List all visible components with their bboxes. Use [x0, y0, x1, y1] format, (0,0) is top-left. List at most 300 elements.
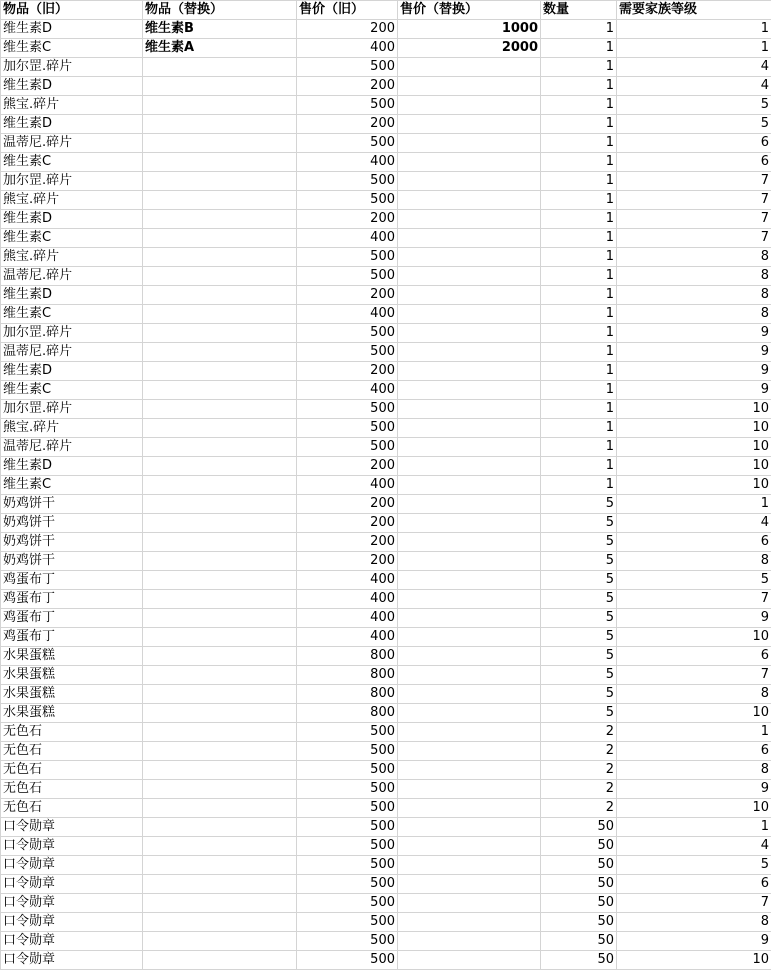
- cell-family-level[interactable]: 7: [617, 666, 771, 685]
- cell-item-old[interactable]: 口令勋章: [1, 856, 143, 875]
- cell-price-old[interactable]: 400: [297, 39, 398, 58]
- cell-family-level[interactable]: 9: [617, 780, 771, 799]
- cell-family-level[interactable]: 10: [617, 457, 771, 476]
- cell-price-replace[interactable]: [398, 229, 541, 248]
- cell-price-old[interactable]: 500: [297, 761, 398, 780]
- cell-price-old[interactable]: 500: [297, 248, 398, 267]
- cell-quantity[interactable]: 2: [541, 780, 617, 799]
- cell-quantity[interactable]: 1: [541, 229, 617, 248]
- cell-item-old[interactable]: 维生素D: [1, 457, 143, 476]
- cell-item-old[interactable]: 奶鸡饼干: [1, 495, 143, 514]
- cell-item-old[interactable]: 加尔罡.碎片: [1, 58, 143, 77]
- cell-item-replace[interactable]: [143, 362, 297, 381]
- cell-item-replace[interactable]: [143, 856, 297, 875]
- cell-item-replace[interactable]: [143, 476, 297, 495]
- header-cell-price-old[interactable]: 售价（旧）: [297, 1, 398, 20]
- cell-price-old[interactable]: 500: [297, 856, 398, 875]
- cell-price-old[interactable]: 200: [297, 20, 398, 39]
- cell-item-old[interactable]: 维生素D: [1, 362, 143, 381]
- cell-price-old[interactable]: 400: [297, 229, 398, 248]
- cell-item-replace[interactable]: [143, 495, 297, 514]
- cell-item-replace[interactable]: [143, 286, 297, 305]
- cell-item-replace[interactable]: [143, 419, 297, 438]
- cell-item-old[interactable]: 口令勋章: [1, 894, 143, 913]
- cell-family-level[interactable]: 7: [617, 590, 771, 609]
- cell-quantity[interactable]: 1: [541, 58, 617, 77]
- cell-family-level[interactable]: 1: [617, 818, 771, 837]
- cell-item-replace[interactable]: [143, 438, 297, 457]
- cell-family-level[interactable]: 10: [617, 704, 771, 723]
- cell-price-old[interactable]: 500: [297, 799, 398, 818]
- cell-item-replace[interactable]: [143, 552, 297, 571]
- cell-quantity[interactable]: 1: [541, 438, 617, 457]
- cell-item-replace[interactable]: [143, 514, 297, 533]
- cell-item-replace[interactable]: 维生素B: [143, 20, 297, 39]
- cell-price-old[interactable]: 500: [297, 324, 398, 343]
- cell-price-old[interactable]: 500: [297, 58, 398, 77]
- cell-quantity[interactable]: 1: [541, 343, 617, 362]
- cell-price-replace[interactable]: [398, 932, 541, 951]
- cell-family-level[interactable]: 6: [617, 153, 771, 172]
- cell-price-replace[interactable]: [398, 856, 541, 875]
- cell-price-old[interactable]: 400: [297, 381, 398, 400]
- cell-item-old[interactable]: 水果蛋糕: [1, 666, 143, 685]
- cell-price-replace[interactable]: [398, 400, 541, 419]
- cell-quantity[interactable]: 5: [541, 628, 617, 647]
- cell-item-replace[interactable]: [143, 172, 297, 191]
- cell-quantity[interactable]: 1: [541, 96, 617, 115]
- cell-price-old[interactable]: 500: [297, 172, 398, 191]
- header-cell-item-old[interactable]: 物品（旧）: [1, 1, 143, 20]
- cell-item-old[interactable]: 奶鸡饼干: [1, 533, 143, 552]
- cell-family-level[interactable]: 5: [617, 856, 771, 875]
- cell-family-level[interactable]: 9: [617, 324, 771, 343]
- cell-family-level[interactable]: 7: [617, 191, 771, 210]
- cell-item-old[interactable]: 维生素D: [1, 286, 143, 305]
- cell-quantity[interactable]: 5: [541, 590, 617, 609]
- cell-quantity[interactable]: 1: [541, 39, 617, 58]
- cell-family-level[interactable]: 7: [617, 229, 771, 248]
- cell-price-old[interactable]: 500: [297, 742, 398, 761]
- cell-price-old[interactable]: 500: [297, 913, 398, 932]
- cell-item-old[interactable]: 奶鸡饼干: [1, 552, 143, 571]
- cell-family-level[interactable]: 7: [617, 894, 771, 913]
- cell-item-replace[interactable]: [143, 457, 297, 476]
- cell-item-old[interactable]: 维生素D: [1, 77, 143, 96]
- cell-item-old[interactable]: 温蒂尼.碎片: [1, 267, 143, 286]
- cell-price-replace[interactable]: [398, 837, 541, 856]
- cell-item-old[interactable]: 维生素D: [1, 115, 143, 134]
- cell-price-old[interactable]: 800: [297, 704, 398, 723]
- cell-item-old[interactable]: 维生素C: [1, 381, 143, 400]
- cell-item-replace[interactable]: [143, 58, 297, 77]
- cell-price-replace[interactable]: [398, 628, 541, 647]
- cell-item-replace[interactable]: [143, 723, 297, 742]
- cell-quantity[interactable]: 50: [541, 818, 617, 837]
- cell-family-level[interactable]: 10: [617, 419, 771, 438]
- cell-item-replace[interactable]: [143, 96, 297, 115]
- cell-item-replace[interactable]: [143, 267, 297, 286]
- cell-price-old[interactable]: 200: [297, 210, 398, 229]
- cell-item-replace[interactable]: [143, 818, 297, 837]
- cell-item-old[interactable]: 维生素D: [1, 20, 143, 39]
- cell-price-replace[interactable]: [398, 438, 541, 457]
- cell-family-level[interactable]: 5: [617, 115, 771, 134]
- cell-quantity[interactable]: 50: [541, 875, 617, 894]
- cell-quantity[interactable]: 1: [541, 115, 617, 134]
- cell-item-replace[interactable]: [143, 666, 297, 685]
- cell-family-level[interactable]: 10: [617, 628, 771, 647]
- cell-item-replace[interactable]: [143, 932, 297, 951]
- cell-price-replace[interactable]: [398, 951, 541, 970]
- cell-family-level[interactable]: 5: [617, 96, 771, 115]
- cell-quantity[interactable]: 1: [541, 267, 617, 286]
- cell-item-replace[interactable]: [143, 210, 297, 229]
- cell-price-replace[interactable]: [398, 894, 541, 913]
- cell-item-old[interactable]: 无色石: [1, 742, 143, 761]
- cell-price-replace[interactable]: [398, 115, 541, 134]
- cell-family-level[interactable]: 1: [617, 20, 771, 39]
- cell-price-replace[interactable]: [398, 514, 541, 533]
- cell-family-level[interactable]: 8: [617, 267, 771, 286]
- cell-item-old[interactable]: 口令勋章: [1, 951, 143, 970]
- cell-family-level[interactable]: 1: [617, 39, 771, 58]
- cell-family-level[interactable]: 6: [617, 742, 771, 761]
- cell-item-replace[interactable]: [143, 913, 297, 932]
- cell-quantity[interactable]: 1: [541, 77, 617, 96]
- cell-quantity[interactable]: 1: [541, 400, 617, 419]
- cell-item-replace[interactable]: [143, 77, 297, 96]
- cell-price-old[interactable]: 200: [297, 514, 398, 533]
- cell-quantity[interactable]: 1: [541, 134, 617, 153]
- cell-price-replace[interactable]: [398, 533, 541, 552]
- cell-price-old[interactable]: 200: [297, 362, 398, 381]
- cell-family-level[interactable]: 4: [617, 514, 771, 533]
- cell-item-replace[interactable]: [143, 875, 297, 894]
- cell-price-old[interactable]: 500: [297, 780, 398, 799]
- cell-price-old[interactable]: 800: [297, 685, 398, 704]
- cell-item-old[interactable]: 水果蛋糕: [1, 685, 143, 704]
- cell-price-replace[interactable]: [398, 647, 541, 666]
- cell-price-old[interactable]: 400: [297, 628, 398, 647]
- cell-item-old[interactable]: 加尔罡.碎片: [1, 400, 143, 419]
- cell-quantity[interactable]: 1: [541, 286, 617, 305]
- cell-price-old[interactable]: 500: [297, 723, 398, 742]
- cell-price-old[interactable]: 500: [297, 875, 398, 894]
- cell-quantity[interactable]: 5: [541, 685, 617, 704]
- cell-price-replace[interactable]: [398, 58, 541, 77]
- cell-item-old[interactable]: 维生素C: [1, 153, 143, 172]
- cell-item-old[interactable]: 口令勋章: [1, 837, 143, 856]
- cell-price-replace[interactable]: 2000: [398, 39, 541, 58]
- cell-quantity[interactable]: 1: [541, 191, 617, 210]
- cell-price-replace[interactable]: [398, 381, 541, 400]
- cell-quantity[interactable]: 5: [541, 552, 617, 571]
- cell-price-replace[interactable]: [398, 761, 541, 780]
- cell-family-level[interactable]: 5: [617, 571, 771, 590]
- cell-item-old[interactable]: 温蒂尼.碎片: [1, 438, 143, 457]
- cell-item-old[interactable]: 维生素C: [1, 229, 143, 248]
- cell-price-old[interactable]: 500: [297, 438, 398, 457]
- cell-price-old[interactable]: 200: [297, 495, 398, 514]
- cell-item-replace[interactable]: [143, 742, 297, 761]
- cell-quantity[interactable]: 1: [541, 153, 617, 172]
- cell-item-replace[interactable]: [143, 647, 297, 666]
- cell-family-level[interactable]: 6: [617, 134, 771, 153]
- cell-price-old[interactable]: 200: [297, 457, 398, 476]
- cell-price-old[interactable]: 500: [297, 818, 398, 837]
- cell-family-level[interactable]: 6: [617, 533, 771, 552]
- cell-item-old[interactable]: 奶鸡饼干: [1, 514, 143, 533]
- cell-price-replace[interactable]: [398, 609, 541, 628]
- cell-quantity[interactable]: 50: [541, 894, 617, 913]
- cell-family-level[interactable]: 9: [617, 932, 771, 951]
- cell-item-old[interactable]: 鸡蛋布丁: [1, 571, 143, 590]
- cell-family-level[interactable]: 10: [617, 476, 771, 495]
- cell-price-replace[interactable]: [398, 191, 541, 210]
- cell-item-replace[interactable]: [143, 609, 297, 628]
- cell-price-replace[interactable]: [398, 457, 541, 476]
- cell-quantity[interactable]: 2: [541, 742, 617, 761]
- cell-item-replace[interactable]: [143, 780, 297, 799]
- cell-item-old[interactable]: 无色石: [1, 761, 143, 780]
- cell-price-replace[interactable]: [398, 77, 541, 96]
- cell-price-old[interactable]: 200: [297, 115, 398, 134]
- cell-price-replace[interactable]: [398, 153, 541, 172]
- cell-item-replace[interactable]: [143, 704, 297, 723]
- cell-family-level[interactable]: 10: [617, 438, 771, 457]
- cell-quantity[interactable]: 1: [541, 172, 617, 191]
- cell-quantity[interactable]: 1: [541, 324, 617, 343]
- cell-family-level[interactable]: 8: [617, 286, 771, 305]
- cell-item-replace[interactable]: [143, 400, 297, 419]
- cell-price-replace[interactable]: [398, 286, 541, 305]
- cell-item-old[interactable]: 熊宝.碎片: [1, 191, 143, 210]
- cell-price-replace[interactable]: [398, 134, 541, 153]
- header-cell-family-level[interactable]: 需要家族等级: [617, 1, 771, 20]
- cell-quantity[interactable]: 1: [541, 305, 617, 324]
- cell-family-level[interactable]: 6: [617, 647, 771, 666]
- cell-price-old[interactable]: 500: [297, 400, 398, 419]
- cell-price-replace[interactable]: [398, 875, 541, 894]
- cell-item-old[interactable]: 水果蛋糕: [1, 704, 143, 723]
- cell-price-replace[interactable]: [398, 343, 541, 362]
- cell-family-level[interactable]: 8: [617, 552, 771, 571]
- cell-price-old[interactable]: 200: [297, 286, 398, 305]
- cell-item-old[interactable]: 温蒂尼.碎片: [1, 343, 143, 362]
- cell-item-old[interactable]: 鸡蛋布丁: [1, 628, 143, 647]
- cell-item-old[interactable]: 口令勋章: [1, 932, 143, 951]
- cell-family-level[interactable]: 1: [617, 723, 771, 742]
- cell-family-level[interactable]: 8: [617, 248, 771, 267]
- cell-quantity[interactable]: 5: [541, 571, 617, 590]
- cell-item-old[interactable]: 无色石: [1, 780, 143, 799]
- cell-item-replace[interactable]: [143, 837, 297, 856]
- cell-family-level[interactable]: 8: [617, 685, 771, 704]
- cell-item-replace[interactable]: [143, 229, 297, 248]
- cell-family-level[interactable]: 10: [617, 400, 771, 419]
- cell-price-old[interactable]: 500: [297, 343, 398, 362]
- cell-quantity[interactable]: 2: [541, 761, 617, 780]
- cell-item-replace[interactable]: [143, 799, 297, 818]
- cell-item-old[interactable]: 维生素C: [1, 476, 143, 495]
- cell-quantity[interactable]: 50: [541, 951, 617, 970]
- cell-family-level[interactable]: 4: [617, 58, 771, 77]
- cell-price-replace[interactable]: [398, 704, 541, 723]
- cell-item-old[interactable]: 无色石: [1, 799, 143, 818]
- cell-item-old[interactable]: 维生素D: [1, 210, 143, 229]
- cell-item-old[interactable]: 熊宝.碎片: [1, 96, 143, 115]
- cell-price-old[interactable]: 500: [297, 419, 398, 438]
- cell-price-old[interactable]: 400: [297, 571, 398, 590]
- cell-price-replace[interactable]: [398, 913, 541, 932]
- cell-price-replace[interactable]: [398, 666, 541, 685]
- cell-item-replace[interactable]: [143, 343, 297, 362]
- cell-quantity[interactable]: 1: [541, 248, 617, 267]
- cell-quantity[interactable]: 1: [541, 362, 617, 381]
- cell-item-old[interactable]: 维生素C: [1, 305, 143, 324]
- cell-item-replace[interactable]: [143, 153, 297, 172]
- cell-quantity[interactable]: 1: [541, 381, 617, 400]
- cell-price-old[interactable]: 400: [297, 609, 398, 628]
- cell-quantity[interactable]: 1: [541, 476, 617, 495]
- cell-item-old[interactable]: 加尔罡.碎片: [1, 324, 143, 343]
- cell-quantity[interactable]: 5: [541, 514, 617, 533]
- cell-price-replace[interactable]: [398, 419, 541, 438]
- cell-price-replace[interactable]: [398, 723, 541, 742]
- cell-quantity[interactable]: 5: [541, 647, 617, 666]
- cell-quantity[interactable]: 50: [541, 932, 617, 951]
- cell-price-old[interactable]: 500: [297, 96, 398, 115]
- cell-price-replace[interactable]: [398, 362, 541, 381]
- cell-item-old[interactable]: 口令勋章: [1, 875, 143, 894]
- cell-family-level[interactable]: 7: [617, 172, 771, 191]
- cell-family-level[interactable]: 9: [617, 362, 771, 381]
- cell-quantity[interactable]: 5: [541, 495, 617, 514]
- cell-price-old[interactable]: 400: [297, 305, 398, 324]
- cell-item-replace[interactable]: [143, 134, 297, 153]
- cell-item-replace[interactable]: [143, 324, 297, 343]
- cell-item-replace[interactable]: [143, 533, 297, 552]
- cell-price-old[interactable]: 200: [297, 552, 398, 571]
- cell-price-old[interactable]: 800: [297, 647, 398, 666]
- cell-price-old[interactable]: 500: [297, 932, 398, 951]
- cell-price-replace[interactable]: [398, 324, 541, 343]
- cell-item-old[interactable]: 鸡蛋布丁: [1, 609, 143, 628]
- cell-quantity[interactable]: 50: [541, 837, 617, 856]
- cell-item-replace[interactable]: [143, 951, 297, 970]
- cell-price-old[interactable]: 400: [297, 153, 398, 172]
- cell-price-replace[interactable]: [398, 799, 541, 818]
- cell-item-old[interactable]: 无色石: [1, 723, 143, 742]
- cell-price-old[interactable]: 500: [297, 837, 398, 856]
- cell-item-replace[interactable]: [143, 590, 297, 609]
- cell-price-old[interactable]: 500: [297, 951, 398, 970]
- cell-price-replace[interactable]: [398, 96, 541, 115]
- cell-item-old[interactable]: 熊宝.碎片: [1, 419, 143, 438]
- cell-price-replace[interactable]: [398, 267, 541, 286]
- cell-family-level[interactable]: 7: [617, 210, 771, 229]
- cell-price-old[interactable]: 800: [297, 666, 398, 685]
- cell-price-replace[interactable]: [398, 590, 541, 609]
- cell-item-old[interactable]: 鸡蛋布丁: [1, 590, 143, 609]
- cell-quantity[interactable]: 5: [541, 609, 617, 628]
- cell-price-old[interactable]: 500: [297, 134, 398, 153]
- cell-family-level[interactable]: 6: [617, 875, 771, 894]
- cell-price-replace[interactable]: [398, 172, 541, 191]
- cell-item-old[interactable]: 口令勋章: [1, 913, 143, 932]
- cell-price-replace[interactable]: 1000: [398, 20, 541, 39]
- cell-family-level[interactable]: 8: [617, 913, 771, 932]
- cell-family-level[interactable]: 8: [617, 305, 771, 324]
- cell-item-old[interactable]: 温蒂尼.碎片: [1, 134, 143, 153]
- cell-quantity[interactable]: 50: [541, 856, 617, 875]
- cell-price-old[interactable]: 500: [297, 191, 398, 210]
- cell-family-level[interactable]: 10: [617, 799, 771, 818]
- cell-price-old[interactable]: 200: [297, 77, 398, 96]
- header-cell-item-replace[interactable]: 物品（替换）: [143, 1, 297, 20]
- cell-family-level[interactable]: 9: [617, 381, 771, 400]
- cell-item-old[interactable]: 水果蛋糕: [1, 647, 143, 666]
- header-cell-quantity[interactable]: 数量: [541, 1, 617, 20]
- cell-price-replace[interactable]: [398, 476, 541, 495]
- cell-quantity[interactable]: 5: [541, 666, 617, 685]
- cell-price-old[interactable]: 400: [297, 476, 398, 495]
- cell-price-replace[interactable]: [398, 818, 541, 837]
- cell-item-replace[interactable]: [143, 248, 297, 267]
- cell-quantity[interactable]: 1: [541, 210, 617, 229]
- cell-quantity[interactable]: 1: [541, 419, 617, 438]
- cell-price-replace[interactable]: [398, 248, 541, 267]
- cell-quantity[interactable]: 1: [541, 457, 617, 476]
- cell-item-replace[interactable]: [143, 628, 297, 647]
- cell-item-replace[interactable]: [143, 305, 297, 324]
- cell-item-replace[interactable]: [143, 685, 297, 704]
- cell-item-replace[interactable]: [143, 115, 297, 134]
- cell-item-replace[interactable]: 维生素A: [143, 39, 297, 58]
- cell-family-level[interactable]: 10: [617, 951, 771, 970]
- cell-price-replace[interactable]: [398, 685, 541, 704]
- cell-item-replace[interactable]: [143, 894, 297, 913]
- cell-quantity[interactable]: 5: [541, 704, 617, 723]
- cell-item-replace[interactable]: [143, 381, 297, 400]
- cell-quantity[interactable]: 1: [541, 20, 617, 39]
- cell-item-old[interactable]: 加尔罡.碎片: [1, 172, 143, 191]
- cell-price-replace[interactable]: [398, 552, 541, 571]
- cell-price-replace[interactable]: [398, 742, 541, 761]
- cell-item-replace[interactable]: [143, 191, 297, 210]
- cell-family-level[interactable]: 9: [617, 609, 771, 628]
- cell-quantity[interactable]: 2: [541, 799, 617, 818]
- cell-family-level[interactable]: 8: [617, 761, 771, 780]
- cell-family-level[interactable]: 9: [617, 343, 771, 362]
- cell-item-replace[interactable]: [143, 571, 297, 590]
- cell-quantity[interactable]: 50: [541, 913, 617, 932]
- cell-item-old[interactable]: 口令勋章: [1, 818, 143, 837]
- cell-item-old[interactable]: 熊宝.碎片: [1, 248, 143, 267]
- cell-price-old[interactable]: 400: [297, 590, 398, 609]
- cell-price-replace[interactable]: [398, 210, 541, 229]
- cell-price-replace[interactable]: [398, 305, 541, 324]
- cell-item-old[interactable]: 维生素C: [1, 39, 143, 58]
- cell-quantity[interactable]: 5: [541, 533, 617, 552]
- cell-quantity[interactable]: 2: [541, 723, 617, 742]
- header-cell-price-replace[interactable]: 售价（替换）: [398, 1, 541, 20]
- cell-price-replace[interactable]: [398, 780, 541, 799]
- cell-price-old[interactable]: 200: [297, 533, 398, 552]
- cell-price-replace[interactable]: [398, 571, 541, 590]
- cell-item-replace[interactable]: [143, 761, 297, 780]
